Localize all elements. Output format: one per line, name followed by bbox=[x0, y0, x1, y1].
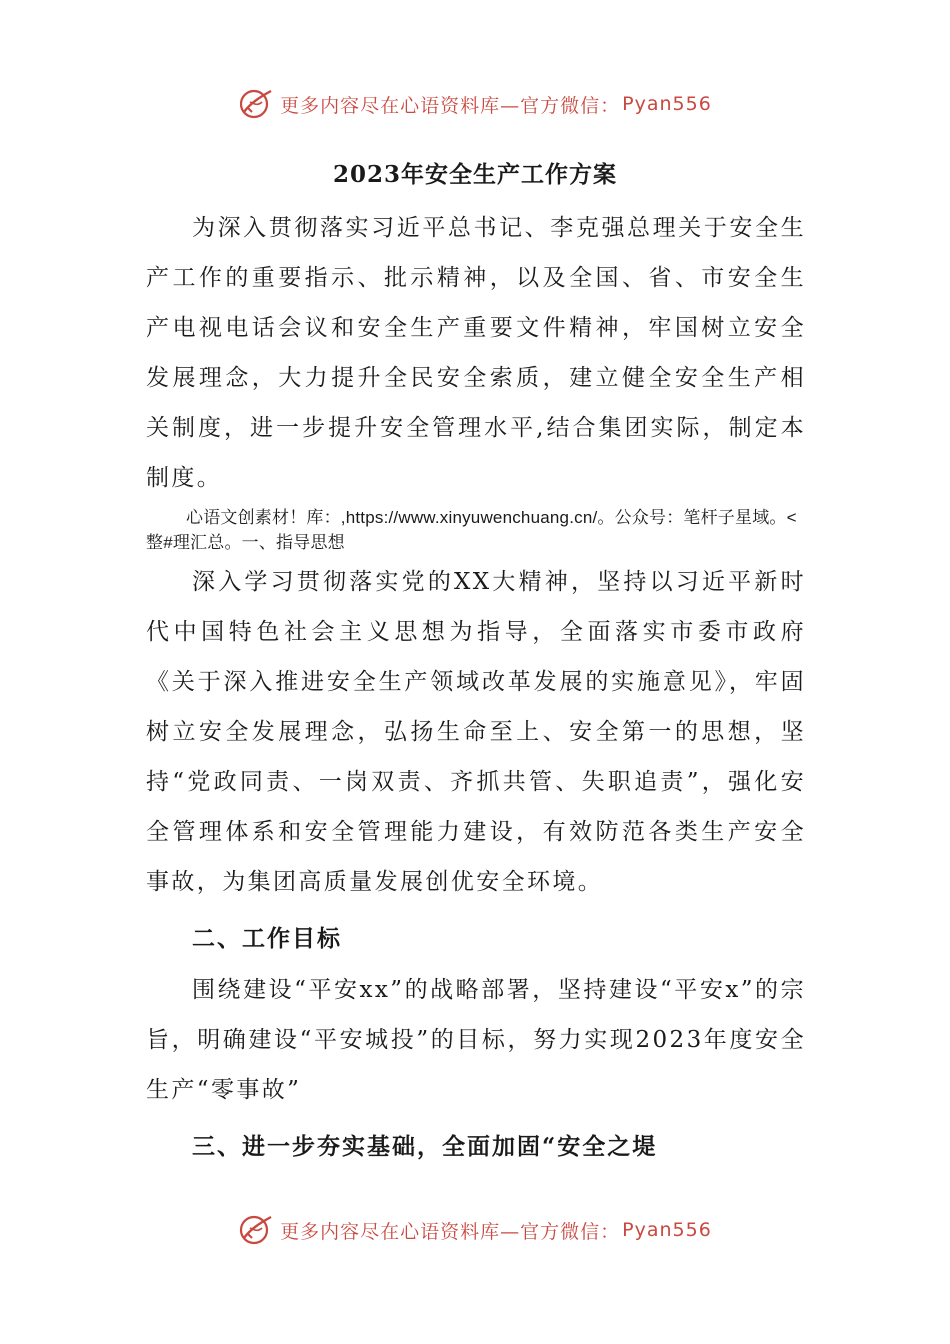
watermark-text: 更多内容尽在心语资料库—官方微信： bbox=[280, 94, 621, 117]
section2-heading: 二、工作目标 bbox=[192, 925, 342, 952]
source-note: 心语文创素材！库：,https://www.xinyuwenchuang.cn/。公众号：笔杆子星域。<整#理汇总。一、指导思想 bbox=[146, 508, 797, 552]
pen-logo-icon bbox=[238, 1212, 274, 1248]
header-watermark bbox=[0, 84, 950, 124]
section1-paragraph: 深入学习贯彻落实党的XX大精神，坚持以习近平新时代中国特色社会主义思想为指导，全面落实市委市政府《关于深入推进安全生产领域改革发展的实施意见》，牢固树立安全发展理念，弘扬生命至上、安全第一的思想，坚持“党政同责、一岗双责、齐抓共管、失职追责”，强化安全管理体系和安全管理能力建设，有效防范各类生产安全事故，为集团高质量发展创优安全环境。 bbox=[146, 569, 806, 895]
watermark-wechat-id: Pyan556 bbox=[622, 93, 712, 115]
intro-paragraph: 为深入贯彻落实习近平总书记、李克强总理关于安全生产工作的重要指示、批示精神，以及全国、省、市安全生产电视电话会议和安全生产重要文件精神，牢国树立安全发展理念，大力提升全民安全索质，建立健全安全生产相关制度，进一步提升安全管理水平,结合集团实际，制定本制度。 bbox=[146, 215, 806, 491]
watermark-text: 更多内容尽在心语资料库—官方微信： bbox=[280, 1220, 621, 1243]
section2-paragraph: 围绕建设“平安xx”的战略部署，坚持建设“平安x”的宗旨，明确建设“平安城投”的目标，努力实现2023年度安全生产“零事故” bbox=[146, 977, 806, 1103]
pen-logo-icon bbox=[238, 86, 274, 122]
footer-watermark bbox=[0, 1210, 950, 1250]
watermark-wechat-id: Pyan556 bbox=[622, 1219, 712, 1241]
document-body bbox=[146, 203, 806, 1173]
document-title: 2023年安全生产工作方案 bbox=[332, 161, 617, 188]
section3-heading: 三、进一步夯实基础，全面加固“安全之堤 bbox=[192, 1133, 658, 1160]
